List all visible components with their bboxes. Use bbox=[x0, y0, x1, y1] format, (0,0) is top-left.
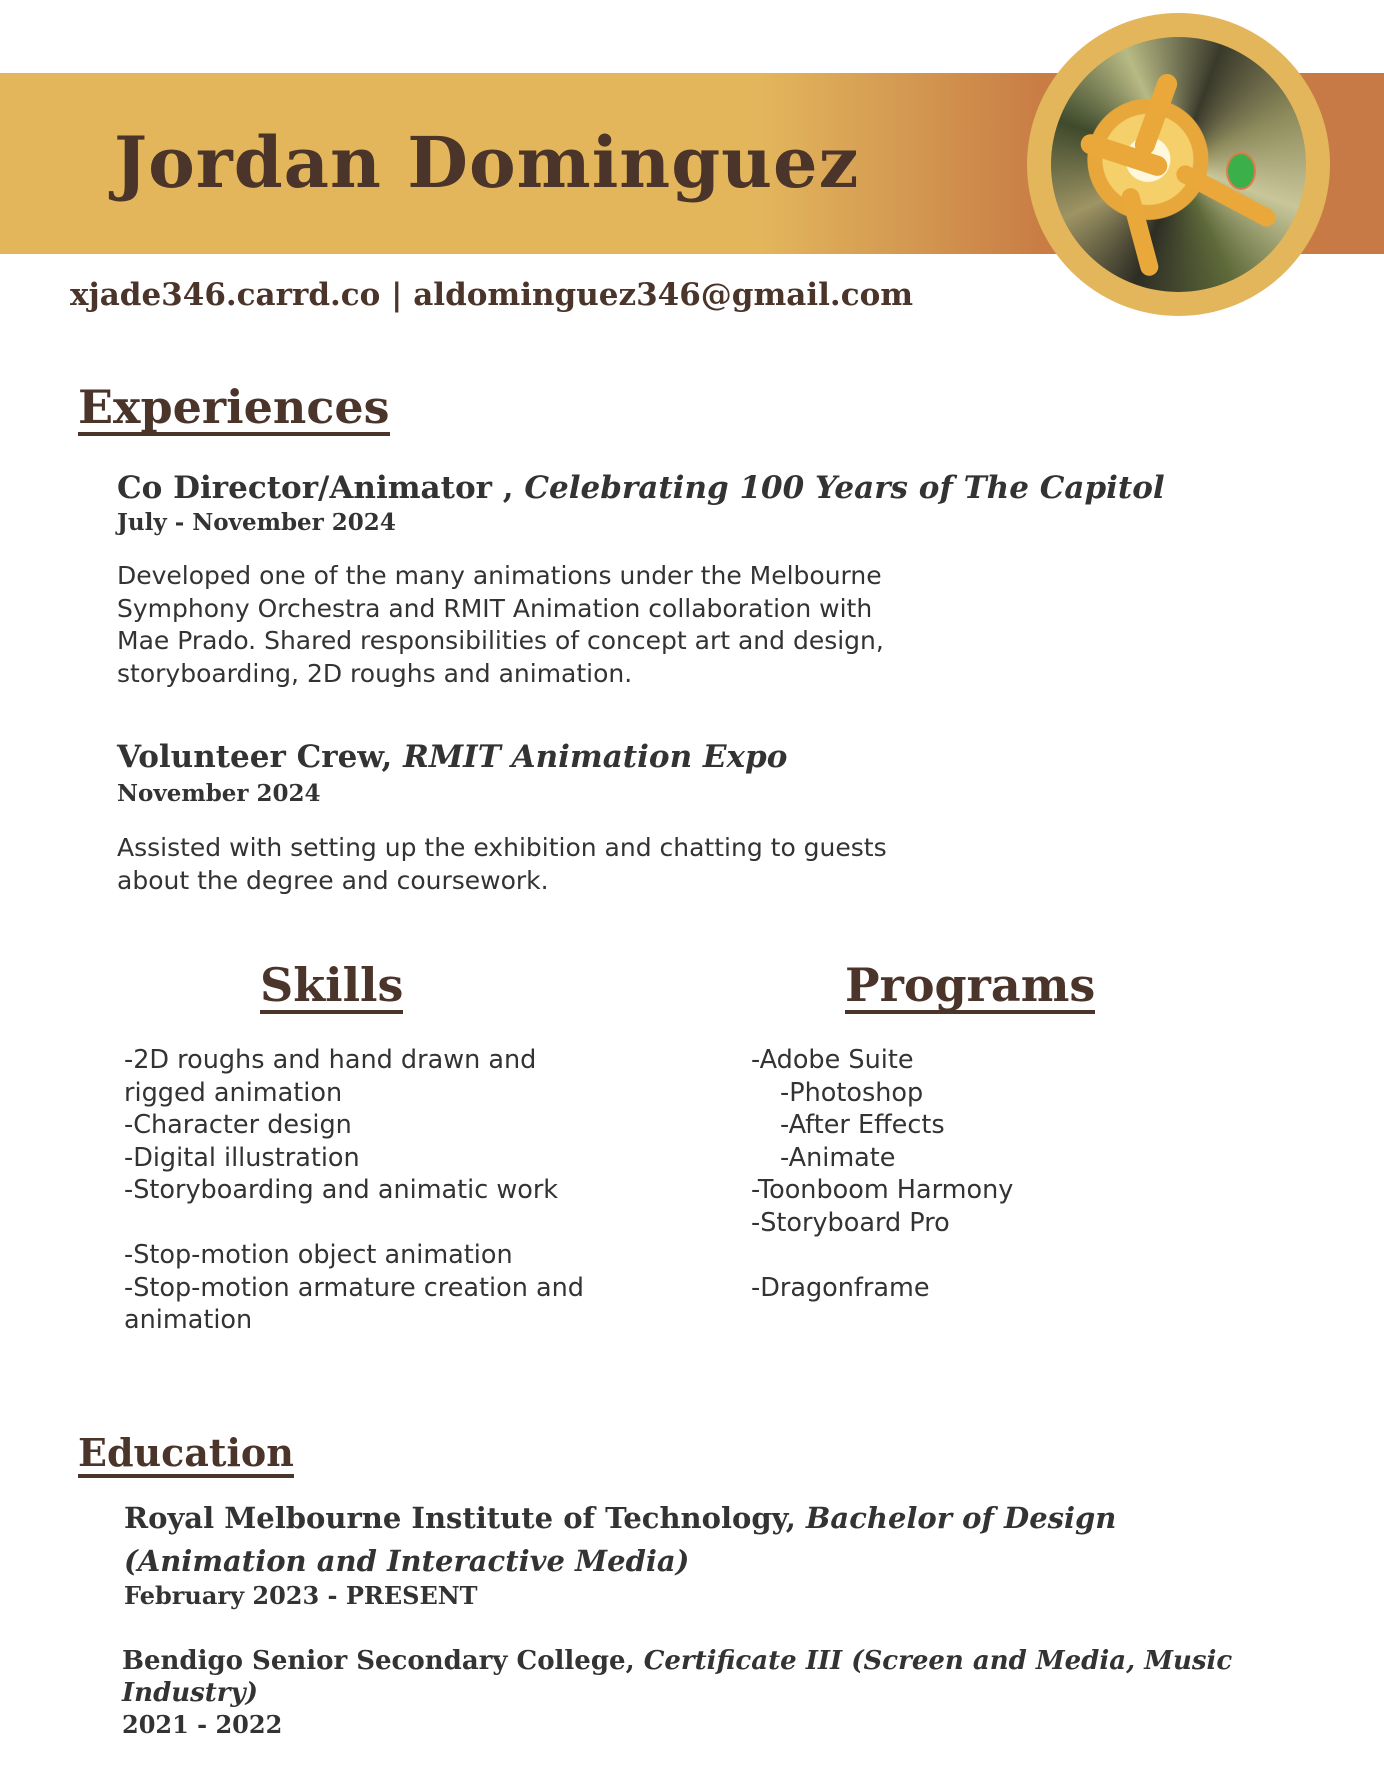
experience-2-title bbox=[117, 739, 788, 775]
program-spacer bbox=[751, 1239, 1013, 1272]
education-1-qualification-cont: (Animation and Interactive Media) bbox=[124, 1544, 690, 1578]
description-line: storyboarding, 2D roughs and animation. bbox=[117, 658, 633, 688]
program-item: -Adobe Suite bbox=[751, 1045, 914, 1075]
skill-item: animation bbox=[124, 1305, 253, 1335]
skill-item: -Stop-motion object animation bbox=[124, 1240, 513, 1270]
email-link[interactable]: aldominguez346@gmail.com bbox=[413, 277, 914, 313]
skill-spacer bbox=[124, 1207, 584, 1240]
experience-2-project: RMIT Animation Expo bbox=[403, 739, 788, 775]
contact-line bbox=[70, 277, 914, 313]
star-ray bbox=[1132, 71, 1180, 158]
experience-1-description bbox=[117, 560, 937, 690]
program-item: -Toonboom Harmony bbox=[751, 1175, 1014, 1205]
experience-1-role: Co Director/Animator , bbox=[117, 470, 514, 506]
experience-2-role: Volunteer Crew, bbox=[117, 739, 393, 775]
education-1-institution: Royal Melbourne Institute of Technology, bbox=[124, 1501, 796, 1535]
skill-item: -Storyboarding and animatic work bbox=[124, 1175, 559, 1205]
name-title: Jordan Dominguez bbox=[114, 121, 860, 204]
skill-item: -Stop-motion armature creation and bbox=[124, 1272, 584, 1303]
skills-heading: Skills bbox=[260, 958, 404, 1012]
description-line: Developed one of the many animations under the Melbourne bbox=[117, 561, 882, 590]
description-line: Symphony Orchestra and RMIT Animation collaboration with bbox=[117, 593, 873, 623]
program-subitem: -After Effects bbox=[780, 1110, 945, 1140]
eye-icon bbox=[1226, 152, 1256, 190]
education-2-qualification-cont: Industry) bbox=[122, 1678, 258, 1708]
website-link[interactable]: xjade346.carrd.co bbox=[70, 277, 381, 313]
experience-1-date: July - November 2024 bbox=[117, 509, 396, 536]
education-2-title bbox=[122, 1648, 1232, 1674]
skill-item: rigged animation bbox=[124, 1077, 343, 1108]
description-line: Assisted with setting up the exhibition and chatting to guests bbox=[117, 833, 887, 862]
program-subitem: -Photoshop bbox=[780, 1077, 924, 1108]
experience-1-project: Celebrating 100 Years of The Capitol bbox=[524, 470, 1165, 506]
experience-1-title bbox=[117, 470, 1165, 506]
description-line: about the degree and coursework. bbox=[117, 865, 549, 895]
program-subitem: -Animate bbox=[780, 1142, 896, 1173]
education-1-date: February 2023 - PRESENT bbox=[124, 1581, 478, 1610]
education-1-title bbox=[124, 1501, 1117, 1535]
skill-item: -2D roughs and hand drawn and bbox=[124, 1045, 537, 1075]
programs-heading: Programs bbox=[845, 958, 1096, 1012]
star-ray bbox=[1120, 186, 1161, 278]
experience-2-date: November 2024 bbox=[117, 780, 321, 807]
experiences-heading: Experiences bbox=[78, 380, 390, 434]
education-2-institution: Bendigo Senior Secondary College, bbox=[122, 1646, 635, 1676]
program-item: -Storyboard Pro bbox=[751, 1207, 950, 1238]
education-2-date: 2021 - 2022 bbox=[122, 1710, 283, 1739]
skills-list bbox=[124, 1044, 584, 1337]
education-heading: Education bbox=[78, 1434, 294, 1478]
skill-item: -Digital illustration bbox=[124, 1142, 360, 1173]
experience-2-description bbox=[117, 832, 937, 897]
avatar-image bbox=[1051, 37, 1306, 292]
description-line: Mae Prado. Shared responsibilities of concept art and design, bbox=[117, 626, 884, 655]
education-2-qualification: Certificate III (Screen and Media, Music bbox=[643, 1646, 1233, 1676]
skill-item: -Character design bbox=[124, 1110, 352, 1140]
programs-list bbox=[751, 1044, 1013, 1304]
avatar bbox=[1027, 13, 1330, 316]
contact-separator: | bbox=[391, 277, 403, 313]
education-1-qualification: Bachelor of Design bbox=[805, 1501, 1117, 1535]
program-item: -Dragonframe bbox=[751, 1272, 930, 1303]
